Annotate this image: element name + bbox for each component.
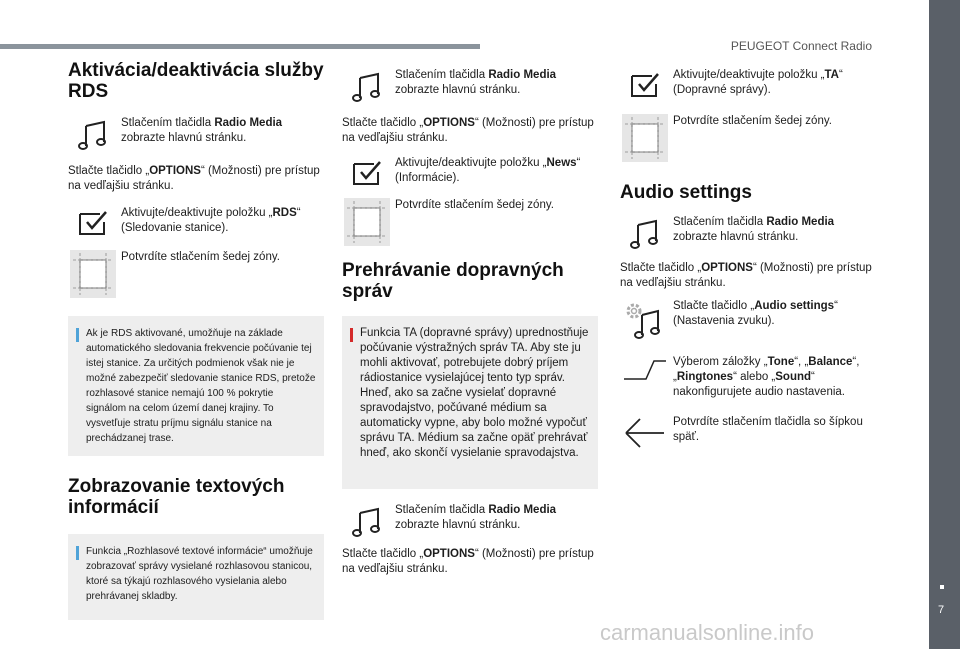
step-text: zobrazte hlavnú stránku. <box>673 231 799 243</box>
step-confirm <box>68 250 324 302</box>
step-bold: RDS <box>272 207 297 219</box>
back-arrow-icon <box>622 415 666 459</box>
column-3 <box>620 68 876 455</box>
step-bold: Sound <box>775 371 812 383</box>
step-text: Stlačením tlačidla <box>395 69 489 81</box>
para-bold: OPTIONS <box>423 117 475 129</box>
para-text: “ (Možnosti) pre prístup na vedľajšiu stránku. <box>620 262 872 289</box>
music-note-icon <box>344 503 388 547</box>
checkbox-icon <box>344 156 388 200</box>
para-text: Stlačte tlačidlo „ <box>620 262 702 274</box>
step-text: Potvrdíte stlačením tlačidla so šípkou späť. <box>673 416 863 443</box>
para-bold: OPTIONS <box>701 262 753 274</box>
header-rule <box>0 44 480 49</box>
step-ta-toggle <box>620 68 876 104</box>
step-text: Aktivujte/deaktivujte položku „ <box>395 157 547 169</box>
step-bold: Radio Media <box>488 504 557 516</box>
para-text: Stlačte tlačidlo „ <box>342 548 424 560</box>
grey-zone-icon <box>622 114 666 158</box>
step-bold: TA <box>824 69 839 81</box>
step-text: Stlačením tlačidla <box>121 117 215 129</box>
step-radio-media <box>342 68 598 104</box>
step-bold: Radio Media <box>766 216 835 228</box>
music-note-icon <box>622 215 666 259</box>
para-bold: OPTIONS <box>149 165 201 177</box>
step-news-toggle <box>342 156 598 192</box>
step-text: zobrazte hlavnú stránku. <box>121 132 247 144</box>
step-bold: News <box>546 157 577 169</box>
step-text: “ (Dopravné správy). <box>673 69 843 96</box>
info-text: Ak je RDS aktivované, umožňuje na základe automatického sledovania frekvencie počúvanie tej istej stanice. Za určitých podmienok však nie je možné zabezpečiť sledovanie stanice RDS, pretože rozhlasové stanice nemajú 100 % pokrytie signálom na celom území danej krajiny. To vysvetľuje stratu príjmu signálu stanice na prechádzanej trase. <box>86 328 316 444</box>
music-note-icon <box>344 68 388 112</box>
step-text: “ nakonfigurujete audio nastavenia. <box>673 371 845 398</box>
step-text: Stlačením tlačidla <box>395 504 489 516</box>
gear-music-icon <box>622 299 666 343</box>
step-confirm <box>620 114 876 164</box>
step-text: zobrazte hlavnú stránku. <box>395 519 521 531</box>
page-dot <box>940 585 944 589</box>
header-title: PEUGEOT Connect Radio <box>730 39 872 53</box>
step-text: Stlačením tlačidla <box>673 216 767 228</box>
section-heading-text-info: Zobrazovanie textových informácií <box>68 476 285 518</box>
info-note-radiotext <box>68 534 324 620</box>
step-text: Potvrdíte stlačením šedej zóny. <box>395 199 554 211</box>
para-text: “ (Možnosti) pre prístup na vedľajšiu stránku. <box>68 165 320 192</box>
step-text: “ (Informácie). <box>395 157 581 184</box>
para-text: “ (Možnosti) pre prístup na vedľajšiu stránku. <box>342 548 594 575</box>
options-paragraph <box>620 261 876 291</box>
step-back-arrow <box>620 415 876 455</box>
page-sidebar <box>929 0 960 649</box>
warning-bar <box>350 328 353 342</box>
step-text: “ (Nastavenia zvuku). <box>673 300 838 327</box>
warning-text: Funkcia TA (dopravné správy) uprednostňuje počúvanie výstražných správ TA. Aby ste ju mohli aktivovať, potrebujete dobrý príjem rádiostanice vysielajúcej tento typ správ. Hneď, ako sa začne vysielať dopravné spravodajstvo, počúvané médium sa automaticky vypne, aby bolo možné vypočuť správu TA. Médium sa začne opäť prehrávať hneď, ako skončí vysielanie spravodajstva. <box>360 327 589 459</box>
step-radio-media <box>620 215 876 251</box>
checkbox-icon <box>70 206 114 250</box>
info-text: Funkcia „Rozhlasové textové informácie“ umožňuje zobrazovať správy vysielané rozhlasovou stanicou, ktoré sa týkajú rozhlasového vysielania alebo prehrávanej skladby. <box>86 546 313 602</box>
step-confirm <box>342 198 598 248</box>
step-bold: Ringtones <box>676 371 734 383</box>
para-text: Stlačte tlačidlo „ <box>342 117 424 129</box>
watermark: carmanualsonline.info <box>600 620 815 645</box>
info-note-rds <box>68 316 324 456</box>
checkbox-icon <box>622 68 666 112</box>
page-number: 7 <box>938 604 945 616</box>
step-radio-media <box>68 116 324 152</box>
step-text: Aktivujte/deaktivujte položku „ <box>121 207 273 219</box>
section-heading-traffic: Prehrávanie dopravných správ <box>342 260 564 302</box>
section-heading-audio: Audio settings <box>620 182 752 203</box>
column-1 <box>68 60 324 620</box>
step-radio-media-2 <box>342 503 598 539</box>
tab-icon <box>622 355 666 399</box>
music-note-icon <box>70 116 114 160</box>
grey-zone-icon <box>344 198 388 242</box>
step-audio-settings <box>620 299 876 343</box>
step-text: Stlačte tlačidlo „ <box>673 300 755 312</box>
step-text: Potvrdíte stlačením šedej zóny. <box>673 115 832 127</box>
step-text: “ alebo „ <box>733 371 776 383</box>
step-text: Potvrdíte stlačením šedej zóny. <box>121 251 280 263</box>
options-paragraph <box>68 164 324 194</box>
step-bold: Radio Media <box>488 69 557 81</box>
step-bold: Tone <box>767 356 795 368</box>
step-text: “, „ <box>673 356 860 383</box>
step-text: “, „ <box>794 356 809 368</box>
info-bar <box>76 546 79 560</box>
para-bold: OPTIONS <box>423 548 475 560</box>
options-paragraph <box>342 116 598 146</box>
step-text: “ (Sledovanie stanice). <box>121 207 301 234</box>
step-bold: Radio Media <box>214 117 283 129</box>
grey-zone-icon <box>70 250 114 294</box>
step-text: zobrazte hlavnú stránku. <box>395 84 521 96</box>
step-rds-toggle <box>68 206 324 242</box>
section-heading-rds: Aktivácia/deaktivácia služby RDS <box>68 60 324 102</box>
para-text: Stlačte tlačidlo „ <box>68 165 150 177</box>
info-bar <box>76 328 79 342</box>
step-bold: Audio settings <box>754 300 835 312</box>
step-bold: Balance <box>808 356 853 368</box>
column-2 <box>342 68 598 577</box>
para-text: “ (Možnosti) pre prístup na vedľajšiu stránku. <box>342 117 594 144</box>
options-paragraph-2 <box>342 547 598 577</box>
step-text: Aktivujte/deaktivujte položku „ <box>673 69 825 81</box>
warning-note-ta <box>342 316 598 489</box>
step-text: Výberom záložky „ <box>673 356 768 368</box>
step-audio-tabs <box>620 355 876 403</box>
